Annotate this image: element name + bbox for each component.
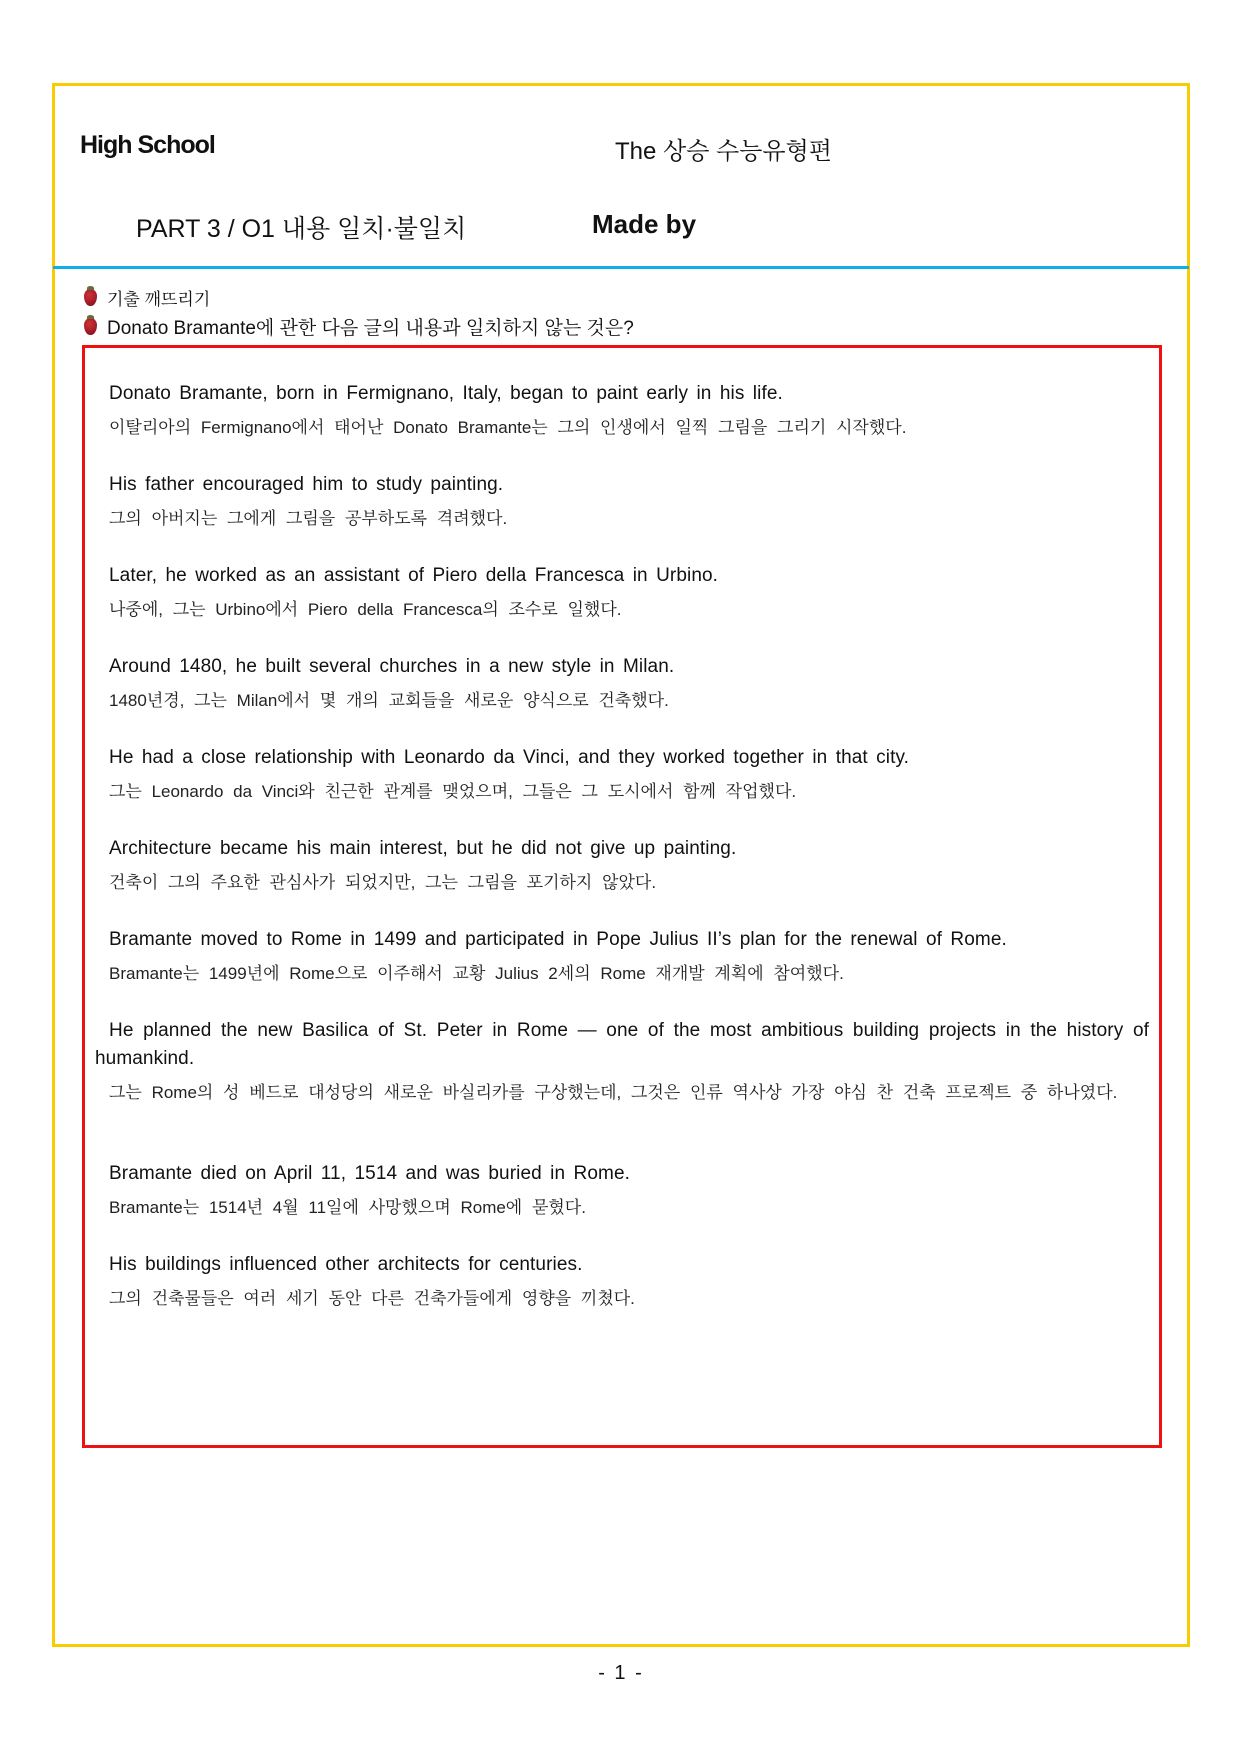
korean-translation: 그는 Rome의 성 베드로 대성당의 새로운 바실리카를 구상했는데, 그것은 인류 역사상 가장 야심 찬 건축 프로젝트 중 하나였다. [109,1083,1118,1102]
header-book-title: The 상승 수능유형편 [615,138,832,165]
korean-translation: Bramante는 1499년에 Rome으로 이주해서 교황 Julius 2세의 Rome 재개발 계획에 참여했다. [109,964,844,983]
passage-sentence [109,744,1149,806]
english-sentence: He had a close relationship with Leonardo da Vinci, and they worked together in that city. [109,747,910,768]
header-part-title: PART 3 / O1 내용 일치·불일치 [136,215,467,243]
korean-translation: 나중에, 그는 Urbino에서 Piero della Francesca의 조수로 일했다. [109,600,622,619]
korean-translation: 건축이 그의 주요한 관심사가 되었지만, 그는 그림을 포기하지 않았다. [109,873,657,892]
strawberry-icon [84,318,97,335]
korean-translation: 그의 아버지는 그에게 그림을 공부하도록 격려했다. [109,509,508,528]
english-sentence: His buildings influenced other architects for centuries. [109,1254,583,1275]
korean-translation: Bramante는 1514년 4월 11일에 사망했으며 Rome에 묻혔다. [109,1198,586,1217]
passage-sentence [109,1251,1149,1313]
korean-translation: 그의 건축물들은 여러 세기 동안 다른 건축가들에게 영향을 끼쳤다. [109,1289,635,1308]
passage-sentence [109,835,1149,897]
english-sentence: Architecture became his main interest, but he did not give up painting. [109,838,737,859]
korean-translation: 그는 Leonardo da Vinci와 친근한 관계를 맺었으며, 그들은 그 도시에서 함께 작업했다. [109,782,797,801]
header-school-label: High School [80,131,215,159]
english-sentence: Bramante moved to Rome in 1499 and participated in Pope Julius II’s plan for the renewal of Rome. [109,929,1007,950]
english-sentence: Later, he worked as an assistant of Piero della Francesca in Urbino. [109,565,719,586]
korean-translation: 1480년경, 그는 Milan에서 몇 개의 교회들을 새로운 양식으로 건축했다. [109,691,669,710]
passage-sentence [109,653,1149,715]
header-divider [53,266,1189,269]
korean-translation: 이탈리아의 Fermignano에서 태어난 Donato Bramante는 그의 인생에서 일찍 그림을 그리기 시작했다. [109,418,907,437]
english-sentence: He planned the new Basilica of St. Peter in Rome — one of the most ambitious building projects in the history of humankind. [95,1020,1149,1069]
english-sentence: Around 1480, he built several churches in a new style in Milan. [109,656,675,677]
passage-sentence [109,380,1149,442]
passage-sentence [109,471,1149,533]
page-number: - 1 - [598,1662,642,1684]
passage-sentence [95,1017,1149,1107]
english-sentence: Bramante died on April 11, 1514 and was buried in Rome. [109,1163,631,1184]
section-label-text: 기출 깨뜨리기 [107,290,211,309]
question-prompt-text: Donato Bramante에 관한 다음 글의 내용과 일치하지 않는 것은? [107,318,634,339]
passage-box [82,345,1162,1448]
header-made-by: Made by [592,209,697,239]
english-sentence: His father encouraged him to study painting. [109,474,504,495]
english-sentence: Donato Bramante, born in Fermignano, Italy, began to paint early in his life. [109,383,783,404]
passage-sentence [109,926,1149,988]
passage-sentence [109,562,1149,624]
section-label [84,285,210,310]
question-prompt [84,313,634,340]
passage-sentence [109,1160,1149,1222]
strawberry-icon [84,289,97,306]
